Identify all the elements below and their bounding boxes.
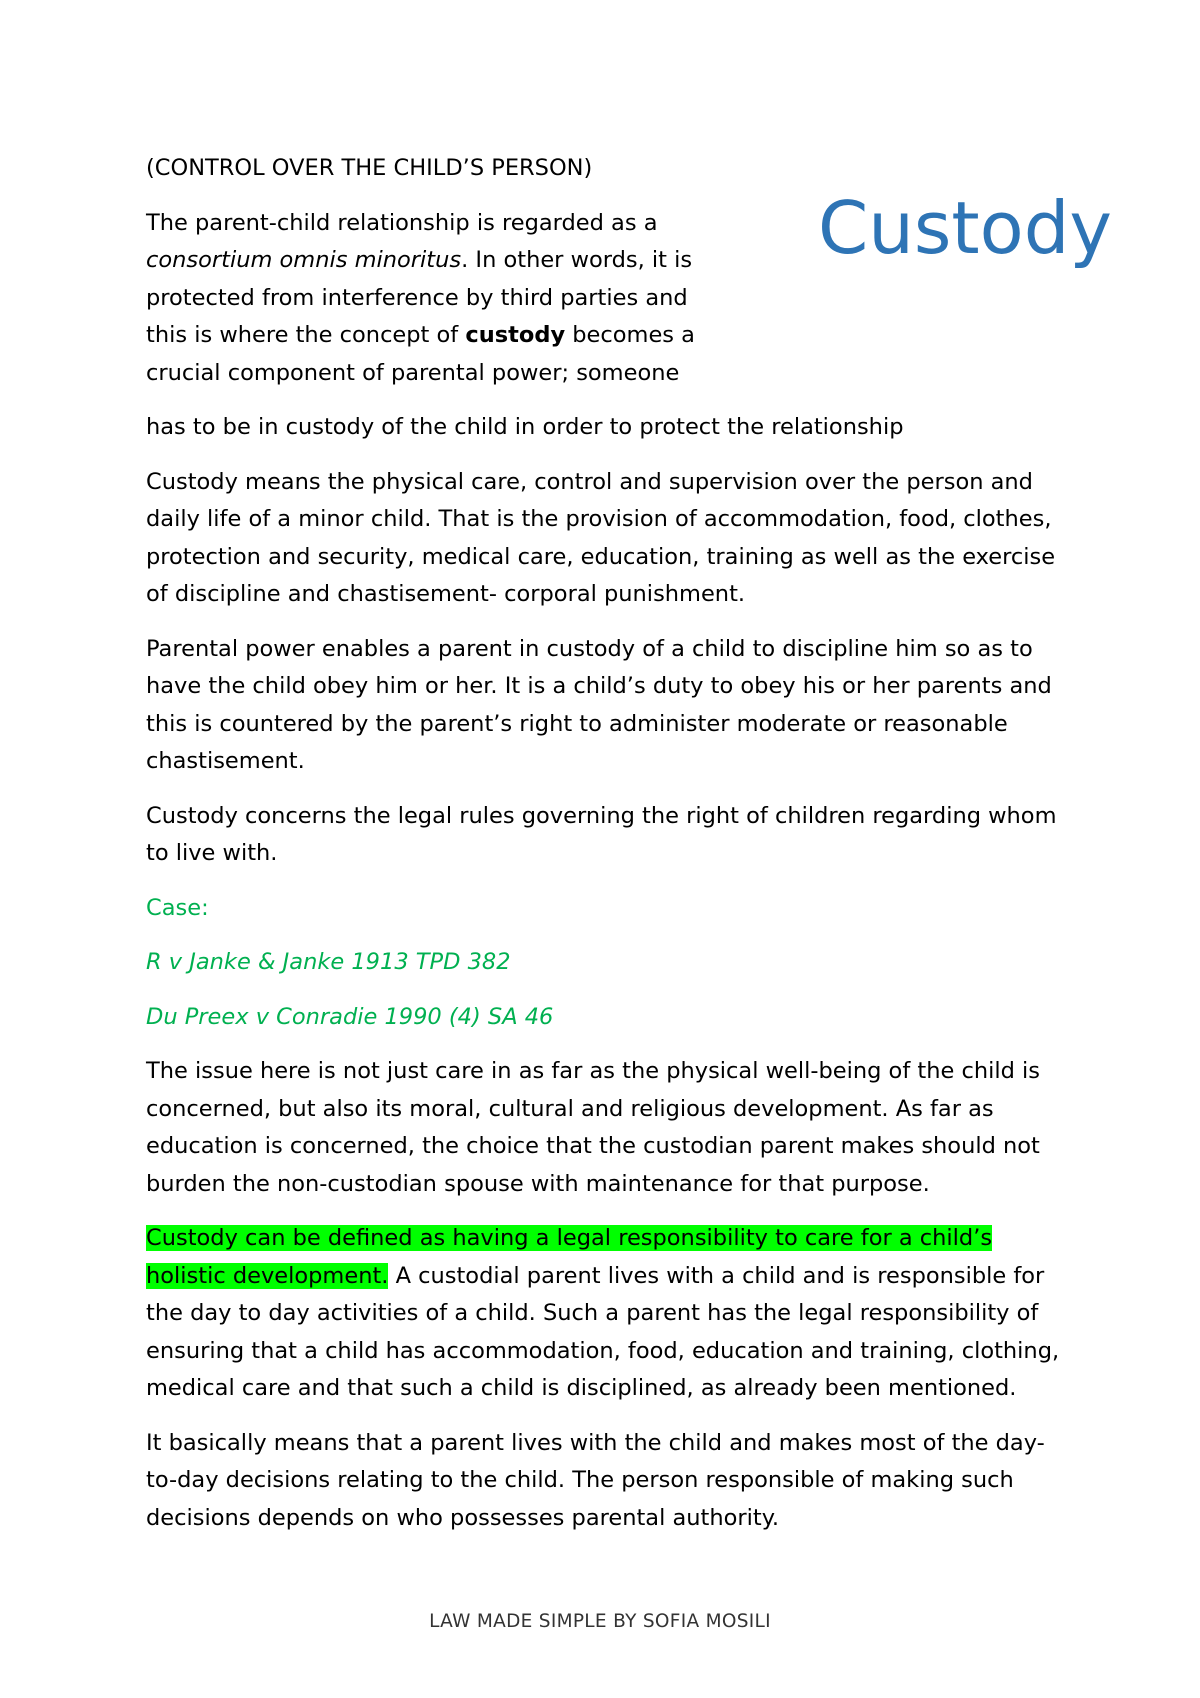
definition-rest: A custodial parent lives with a child and is responsible for the day to day activities of a child. Such a parent has the legal responsibility of ensuring that a child has accommodation, food, education and training, clothing, medical care and that such a child is disciplined, as already been mentioned. xyxy=(146,1262,1060,1401)
highlighted-definition: Custody can be defined as having a legal responsibility to care for a child’s holistic development. xyxy=(146,1225,993,1289)
intro-text-part2: . In other words, it is protected from interference by third parties and this is where the concept of xyxy=(146,247,693,348)
intro-text-part3: becomes a crucial component of parental power; someone xyxy=(146,322,695,386)
case-reference: R v Janke & Janke 1913 TPD 382 xyxy=(146,949,511,975)
intro-paragraph xyxy=(146,205,726,393)
paragraph-parental-power: Parental power enables a parent in custody of a child to discipline him so as to have the child obey him or her. It is a child’s duty to obey his or her parents and this is countered by the parent’s right to administer moderate or reasonable chastisement. xyxy=(146,635,1052,774)
section-heading: (CONTROL OVER THE CHILD’S PERSON) xyxy=(146,155,593,181)
intro-paragraph-tail: has to be in custody of the child in order to protect the relationship xyxy=(146,414,904,440)
intro-text-part1: The parent-child relationship is regarded as a xyxy=(146,209,658,236)
page-footer: LAW MADE SIMPLE BY SOFIA MOSILI xyxy=(429,1611,771,1632)
document-body xyxy=(146,150,1066,1554)
case-label: Case: xyxy=(146,894,209,921)
case-reference: Du Preex v Conradie 1990 (4) SA 46 xyxy=(146,1003,554,1030)
paragraph-issue: The issue here is not just care in as far as the physical well-being of the child is concerned, but also its moral, cultural and religious development. As far as education is concerned, the choice that the custodian parent makes should not burden the non-custodian spouse with maintenance for that purpose. xyxy=(146,1058,1041,1197)
bold-term-custody: custody xyxy=(465,322,566,348)
paragraph-legal-rules: Custody concerns the legal rules governing the right of children regarding whom to live with. xyxy=(146,802,1057,866)
latin-term: consortium omnis minoritus xyxy=(146,247,462,273)
document-title: Custody xyxy=(818,186,1113,270)
paragraph-definition xyxy=(146,1220,1066,1408)
paragraph-custody-meaning: Custody means the physical care, control and supervision over the person and daily life of a minor child. That is the provision of accommodation, food, clothes, protection and security, medical care, education, training as well as the exercise of discipline and chastisement- corporal punishment. xyxy=(146,468,1056,607)
paragraph-closing: It basically means that a parent lives with the child and makes most of the day-to-day decisions relating to the child. The person responsible of making such decisions depends on who possesses parental authority. xyxy=(146,1429,1045,1531)
